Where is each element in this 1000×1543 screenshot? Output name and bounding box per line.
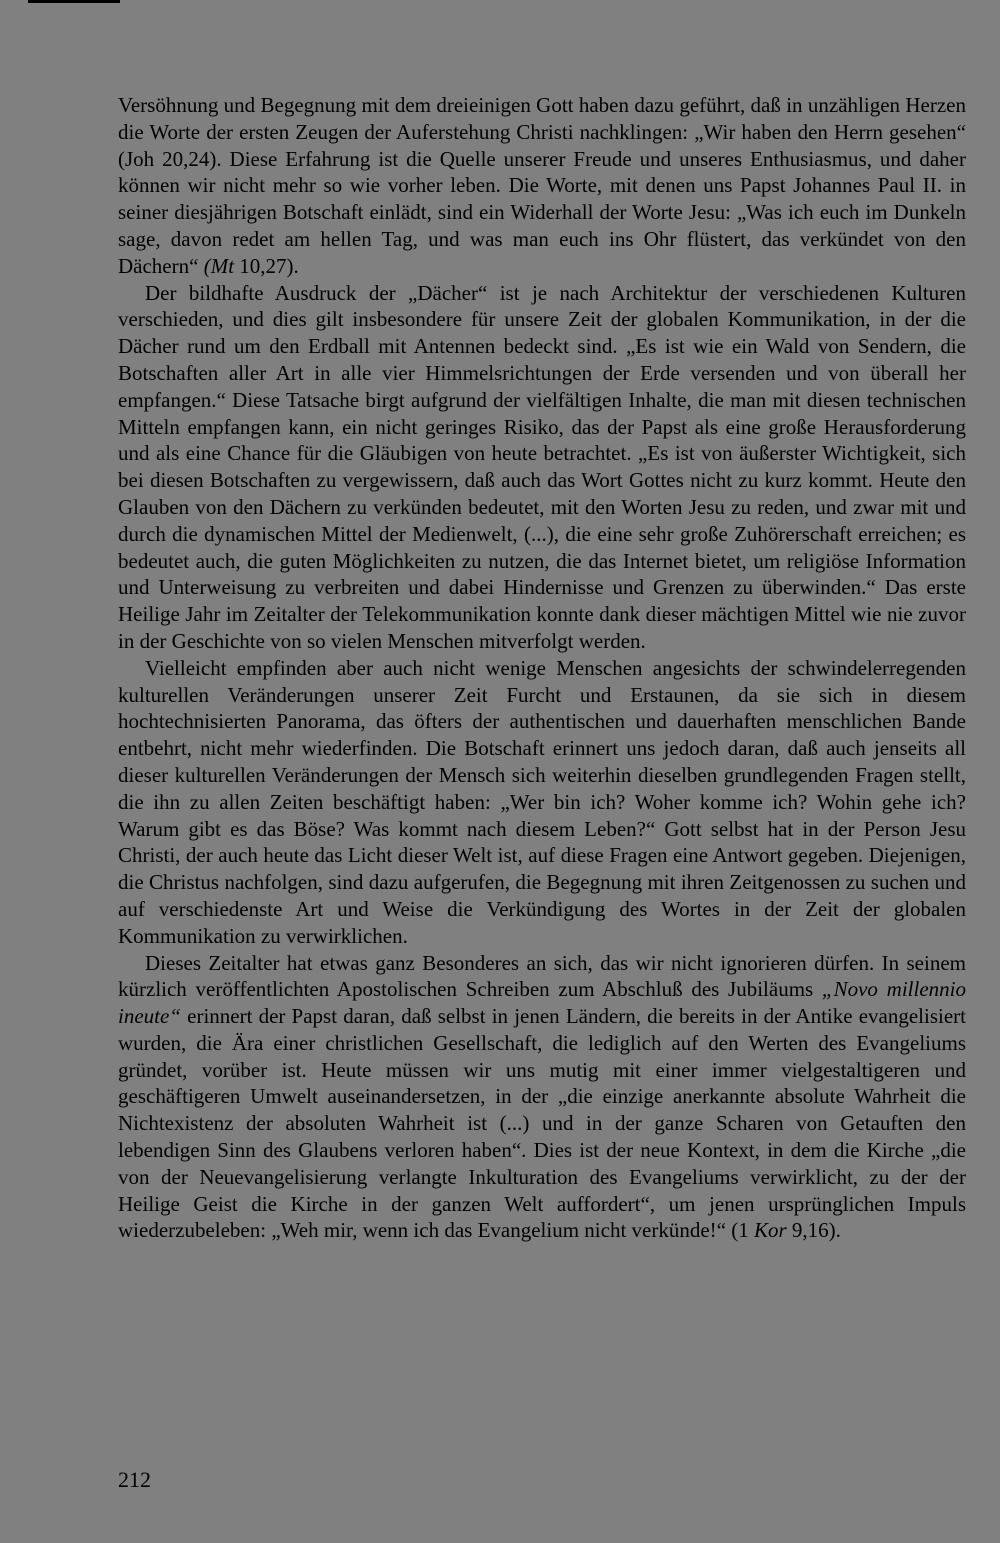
body-text <box>118 92 966 1244</box>
italic-text: „Novo millennio ineute“ <box>118 977 966 1029</box>
text-run: 10,27). <box>234 253 299 278</box>
page-number: 212 <box>118 1467 151 1492</box>
italic-text: Kor <box>753 1218 787 1243</box>
paragraph <box>118 655 966 950</box>
paragraph <box>118 92 966 280</box>
text-run: Der bildhafte Ausdruck der „Dächer“ ist je nach Architektur der verschiedenen Kulturen verschieden, und dies gilt insbesondere für unsere Zeit der globalen Kommunikation, in der die Dächer rund um den Erdball mit Antennen bedeckt sind. „Es ist wie ein Wald von Sendern, die Botschaften aller Art in alle vier Himmelsrichtungen der Erde versenden und von überall her empfangen.“ Diese Tatsache birgt aufgrund der vielfältigen Inhalte, die man mit diesen technischen Mitteln empfangen kann, ein nicht geringes Risiko, das der Papst als eine große Herausforderung und als eine Chance für die Gläubigen von heute betrachtet. „Es ist von äußerster Wichtigkeit, sich bei diesen Botschaften zu vergewissern, daß auch das Wort Gottes nicht zu kurz kommt. Heute den Glauben von den Dächern zu verkünden bedeutet, mit den Worten Jesu zu reden, und zwar mit und durch die dynamischen Mittel der Medienwelt, (...), die eine sehr große Zuhörerschaft erreichen; es bedeutet auch, die guten Möglichkeiten zu nutzen, die das Internet bietet, um religiöse Information und Unterweisung zu verbreiten und dabei Hindernisse und Grenzen zu überwinden.“ Das erste Heilige Jahr im Zeitalter der Telekommunikation konnte dank dieser mächtigen Mittel wie nie zuvor in der Geschichte von so vielen Menschen mitverfolgt werden. <box>118 280 966 653</box>
text-run: Dieses Zeitalter hat etwas ganz Besonderes an sich, das wir nicht ignorieren dürfen. In seinem kürzlich veröffentlichten Apostolischen Schreiben zum Abschluß des Jubiläums <box>118 950 966 1002</box>
text-run: 9,16). <box>786 1218 841 1243</box>
top-rule <box>28 0 120 3</box>
text-run: erinnert der Papst daran, daß selbst in jenen Ländern, die bereits in der Antike evangelisiert wurden, die Ära einer christlichen Gesellschaft, die lediglich auf den Werten des Evangeliums gründet, vorüber ist. Heute müssen wir uns mutig mit einer immer vielgestaltigeren und geschäftigeren Umwelt auseinandersetzen, in der „die einzige anerkannte absolute Wahrheit die Nichtexistenz der absoluten Wahrheit ist (...) und in der ganze Scharen von Getauften den lebendigen Sinn des Glaubens verloren haben“. Dies ist der neue Kontext, in dem die Kirche „die von der Neuevangelisierung verlangte Inkulturation des Evangeliums verwirklicht, zu der der Heilige Geist die Kirche in der ganzen Welt auffordert“, um jenen ursprünglichen Impuls wiederzubeleben: „Weh mir, wenn ich das Evangelium nicht verkünde!“ (1 <box>118 1004 966 1243</box>
paragraph <box>118 280 966 655</box>
paragraph <box>118 950 966 1245</box>
text-run: Vielleicht empfinden aber auch nicht wenige Menschen angesichts der schwindelerregenden kulturellen Veränderungen unserer Zeit Furcht und Erstaunen, da sie sich in diesem hochtechnisierten Panorama, das öfters der authentischen und dauerhaften menschlichen Bande entbehrt, nicht mehr wiederfinden. Die Botschaft erinnert uns jedoch daran, daß auch jenseits all dieser kulturellen Veränderungen der Mensch sich weiterhin dieselben grundlegenden Fragen stellt, die ihn zu allen Zeiten beschäftigt haben: „Wer bin ich? Woher komme ich? Wohin gehe ich? Warum gibt es das Böse? Was kommt nach diesem Leben?“ Gott selbst hat in der Person Jesu Christi, der auch heute das Licht dieser Welt ist, auf diese Fragen eine Antwort gegeben. Diejenigen, die Christus nachfolgen, sind dazu aufgerufen, die Begegnung mit ihren Zeitgenossen zu suchen und auf verschiedenste Art und Weise die Verkündigung des Wortes in der Zeit der globalen Kommunikation zu verwirklichen. <box>118 655 966 948</box>
text-run: Versöhnung und Begegnung mit dem dreieinigen Gott haben dazu geführt, daß in unzähligen Herzen die Worte der ersten Zeugen der Auferstehung Christi nachklingen: „Wir haben den Herrn gesehen“ (Joh 20,24). Diese Erfahrung ist die Quelle unserer Freude und unseres Enthusiasmus, und daher können wir nicht mehr so wie vorher leben. Die Worte, mit denen uns Papst Johannes Paul II. in seiner diesjährigen Botschaft einlädt, sind ein Widerhall der Worte Jesu: „Was ich euch im Dunkeln sage, davon redet am hellen Tag, und was man euch ins Ohr flüstert, das verkündet von den Dächern“ <box>118 93 966 278</box>
italic-text: (Mt <box>203 253 235 278</box>
